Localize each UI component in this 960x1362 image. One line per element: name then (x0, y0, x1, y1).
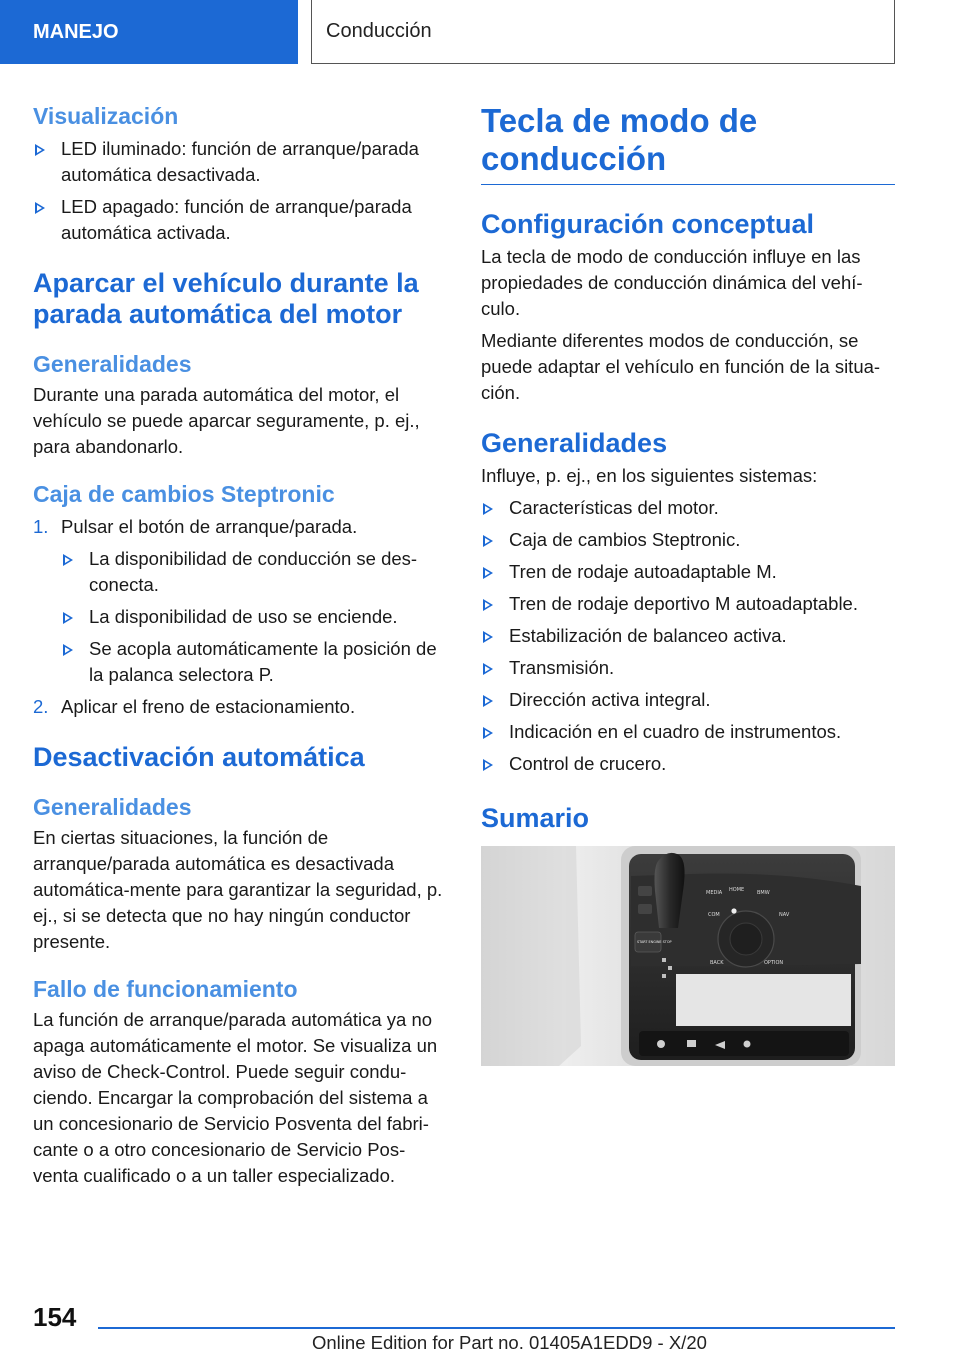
right-column (481, 96, 895, 1066)
triangle-bullet-icon (483, 599, 493, 611)
com-label: COM (708, 912, 720, 918)
center-console-photo (481, 846, 895, 1066)
triangle-bullet-icon (483, 631, 493, 643)
heading-configuracion: Configuración conceptual (481, 209, 815, 239)
list-item: Estabilización de balanceo activa. (481, 623, 895, 649)
edition-note: Online Edition for Part no. 01405A1EDD9 - X/20 (312, 1332, 707, 1353)
list-item: LED iluminado: función de arranque/parada automática desactivada. (33, 136, 447, 188)
list-item: Dirección activa integral. (481, 687, 895, 713)
paragraph-generalidades-intro: Influye, p. ej., en los siguientes sistemas: (481, 465, 818, 486)
list-item: LED apagado: función de arranque/parada automática activada. (33, 194, 447, 246)
list-item: Se acopla automáticamente la posición de la palanca selectora P. (61, 636, 447, 688)
triangle-bullet-icon (483, 727, 493, 739)
camera-icon (657, 1040, 665, 1048)
hazard-icon (744, 1041, 751, 1048)
heading-generalidades-1: Generalidades (33, 351, 192, 377)
heading-generalidades-right: Generalidades (481, 428, 668, 458)
triangle-bullet-icon (35, 144, 45, 156)
heading-visualizacion: Visualización (33, 103, 179, 129)
nav-label: NAV (779, 912, 790, 918)
start-button-label: START ENGINE STOP (637, 940, 672, 944)
home-label: HOME (729, 887, 745, 893)
triangle-bullet-icon (483, 535, 493, 547)
list-item: Transmisión. (481, 655, 895, 681)
heading-sumario: Sumario (481, 803, 590, 833)
list-item: Tren de rodaje autoadaptable M. (481, 559, 895, 585)
step-item: 1. Pulsar el botón de arranque/parada. La disponibilidad de conducción se des‐conecta. La disponibilidad de uso se enciende. Se acopla automáticamente la posición de la palanca selectora P. (33, 514, 447, 688)
heading-desactivacion: Desactivación automática (33, 742, 365, 772)
triangle-bullet-icon (63, 644, 73, 656)
bmw-label: BMW (757, 890, 770, 896)
back-label: BACK (710, 960, 724, 966)
paragraph-fallo: La función de arranque/parada automática ya no apaga automáticamente el motor. Se visualiza un aviso de Check-Control. Puede seguir condu‐ciendo. Encargar la comprobación del sistema a un concesionario de Servicio Posventa del fabri‐cante o a otro concesionario de Servicio Pos‐venta cualificado o a un taller especializado. (33, 1009, 438, 1186)
heading-aparcar: Aparcar el vehículo durante la parada automática del motor (33, 268, 419, 329)
list-item: La disponibilidad de uso se enciende. (61, 604, 447, 630)
paragraph-configuracion-1: La tecla de modo de conducción influye en las propiedades de conducción dinámica del vehí‐culo. (481, 246, 863, 319)
parking-icon (687, 1040, 696, 1047)
list-item: Control de crucero. (481, 751, 895, 777)
drive-mode-button (638, 886, 652, 896)
center-console-illustration (481, 846, 895, 1066)
triangle-bullet-icon (483, 663, 493, 675)
step1-sublist (61, 546, 447, 688)
list-item: Indicación en el cuadro de instrumentos. (481, 719, 895, 745)
page-title: Tecla de modo de conducción (481, 102, 895, 185)
paragraph-configuracion-2: Mediante diferentes modos de conducción, se puede adaptar el vehículo en función de la situa‐ción. (481, 330, 881, 403)
paragraph-generalidades-1: Durante una parada automática del motor, el vehículo se puede aparcar seguramente, p. ej., para abandonarlo. (33, 384, 420, 457)
section-tab: MANEJO (0, 0, 298, 64)
triangle-bullet-icon (63, 554, 73, 566)
chapter-title: Conducción (311, 0, 895, 64)
systems-list (481, 495, 895, 777)
paragraph-generalidades-2: En ciertas situaciones, la función de arranque/parada automática es desactivada automática‐mente para garantizar la seguridad, p. ej., si se detecta que no hay ningún conductor presente. (33, 827, 443, 952)
triangle-bullet-icon (483, 695, 493, 707)
auto-start-stop-button (638, 904, 652, 914)
step-number: 2. (33, 696, 49, 717)
gear-indicator-icon (662, 974, 666, 978)
triangle-bullet-icon (35, 202, 45, 214)
heading-fallo: Fallo de funcionamiento (33, 976, 298, 1002)
media-label: MEDIA (706, 890, 723, 896)
heading-caja-cambios: Caja de cambios Steptronic (33, 481, 335, 507)
triangle-bullet-icon (483, 759, 493, 771)
step-item: 2. Aplicar el freno de estacionamiento. (33, 694, 447, 720)
gear-indicator-icon (662, 958, 666, 962)
list-item: La disponibilidad de conducción se des‐conecta. (61, 546, 447, 598)
visualizacion-list (33, 136, 447, 246)
page-number: 154 (33, 1302, 77, 1332)
heading-generalidades-2: Generalidades (33, 794, 192, 820)
footer-divider (98, 1327, 895, 1329)
left-column (33, 96, 447, 1189)
triangle-bullet-icon (483, 567, 493, 579)
gear-indicator-icon (668, 966, 672, 970)
triangle-bullet-icon (63, 612, 73, 624)
list-item: Caja de cambios Steptronic. (481, 527, 895, 553)
option-label: OPTION (764, 960, 784, 966)
steps-list (33, 514, 447, 720)
list-item: Características del motor. (481, 495, 895, 521)
step-number: 1. (33, 516, 49, 537)
triangle-bullet-icon (483, 503, 493, 515)
controller-dot-icon (731, 908, 736, 913)
list-item: Tren de rodaje deportivo M autoadaptable. (481, 591, 895, 617)
